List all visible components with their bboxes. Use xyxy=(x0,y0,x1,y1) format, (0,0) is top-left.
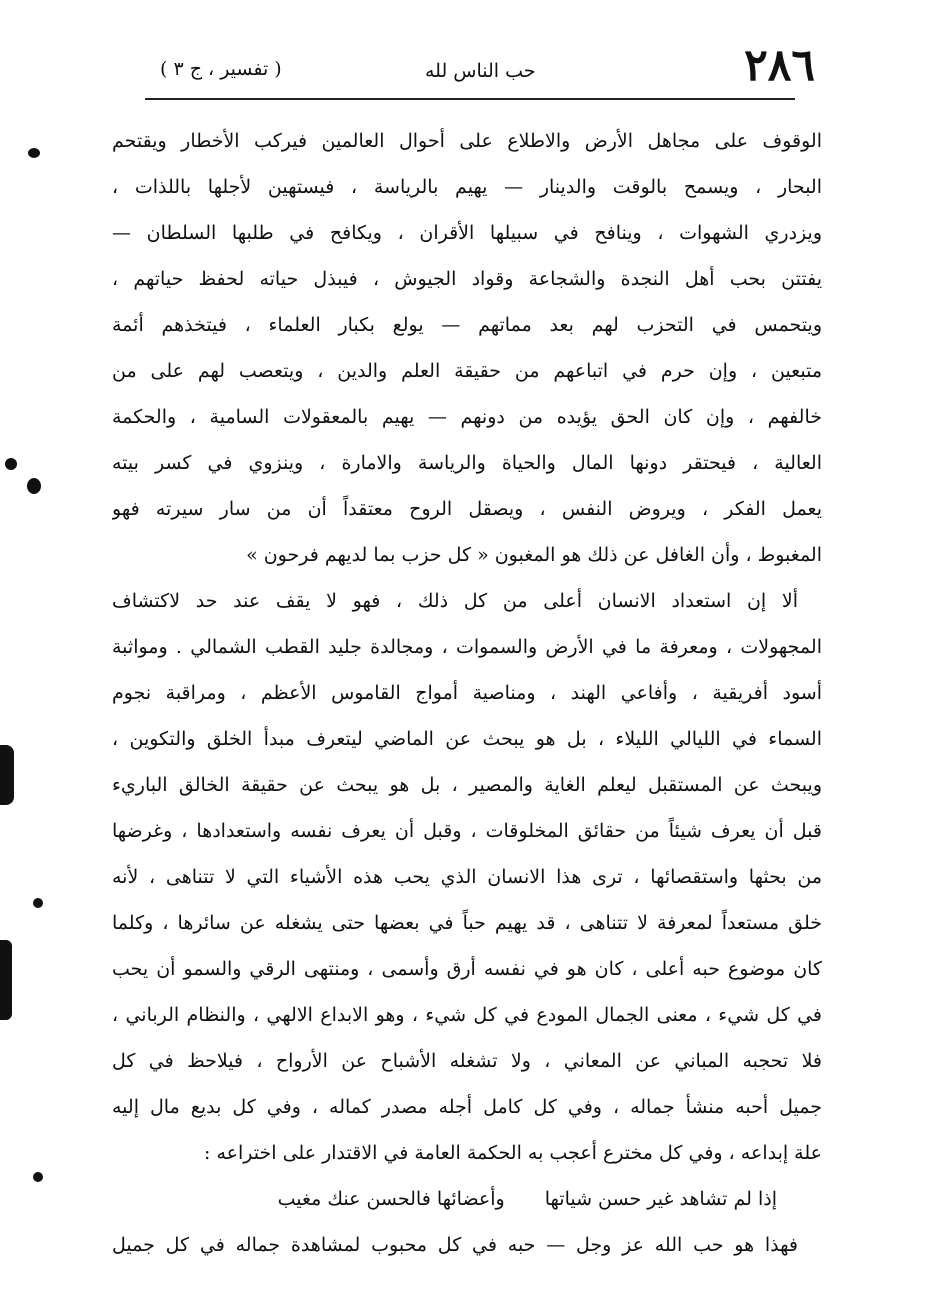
text-line: ويزدري الشهوات ، وينافح في سبيلها الأقران ، ويكافح في طلبها السلطان — xyxy=(112,222,822,244)
header-divider xyxy=(145,98,795,100)
text-line: العالية ، فيحتقر دونها المال والحياة والرياسة والامارة ، وينزوي في كسر بيته xyxy=(112,452,822,474)
text-line: يعمل الفكر ، ويروض النفس ، ويصقل الروح معتقداً أن من سار سيرته فهو xyxy=(112,498,822,520)
text-line: جميل أحبه منشأ جماله ، وفي كل كامل أجله مصدر كماله ، وفي كل بديع مال إليه xyxy=(112,1096,822,1118)
text-line: المغبوط ، وأن الغافل عن ذلك هو المغبون « كل حزب بما لديهم فرحون » xyxy=(246,544,822,566)
text-line: يفتتن بحب أهل النجدة والشجاعة وقواد الجيوش ، فيبذل حياته لحفظ حياتهم ، xyxy=(112,268,822,290)
poetry-verse xyxy=(112,1176,822,1222)
text-line: كان موضوع حبه أعلى ، كان هو في نفسه أرق وأسمى ، ومنتهى الرقي والسمو أن يحب xyxy=(112,958,822,980)
page-number: ٢٨٦ xyxy=(744,40,815,91)
text-line: ويتحمس في التحزب لهم بعد مماتهم — يولع بكبار العلماء ، فيتخذهم أئمة xyxy=(112,314,822,336)
binding-mark xyxy=(0,745,14,805)
text-line: قبل أن يعرف شيئاً من حقائق المخلوقات ، وقبل أن يعرف نفسه واستعدادها ، وغرضها xyxy=(112,820,822,842)
paragraph-start-line: ألا إن استعداد الانسان أعلى من كل ذلك ، فهو لا يقف عند حد لاكتشاف xyxy=(112,590,798,612)
text-line: ويبحث عن المستقبل ليعلم الغاية والمصير ، بل هو يبحث عن حقيقة الخالق الباريء xyxy=(112,774,822,796)
text-line: الوقوف على مجاهل الأرض والاطلاع على أحوال العالمين فيركب الأخطار ويقتحم xyxy=(112,130,822,152)
body-text xyxy=(112,118,822,1268)
text-line: السماء في الليالي الليلاء ، بل هو يبحث عن الماضي ليتعرف مبدأ الخلق والتكوين ، xyxy=(112,728,822,750)
binding-mark xyxy=(0,940,12,1020)
text-line: أسود أفريقية ، وأفاعي الهند ، ومناصية أمواج القاموس الأعظم ، ومراقبة نجوم xyxy=(112,682,822,704)
scan-speck xyxy=(28,148,40,158)
text-line: فلا تحجبه المباني عن المعاني ، ولا تشغله الأشباح عن الأرواح ، فيلاحظ في كل xyxy=(112,1050,822,1072)
text-line: متبعين ، وإن حرم في اتباعهم من حقيقة العلم والدين ، ويتعصب لهم على من xyxy=(112,360,822,382)
scan-speck xyxy=(27,478,41,494)
running-title: حب الناس لله xyxy=(425,60,536,82)
text-line: خلق مستعداً لمعرفة لا تتناهى ، قد يهيم حباً في بعضها حتى يشغله عن سائرها ، وكلما xyxy=(112,912,822,934)
verse-first-hemistich: إذا لم تشاهد غير حسن شياتها xyxy=(544,1188,777,1210)
scan-speck xyxy=(5,458,17,470)
scan-speck xyxy=(33,898,43,908)
text-line: علة إبداعه ، وفي كل مخترع أعجب به الحكمة العامة في الاقتدار على اختراعه : xyxy=(204,1142,822,1164)
section-label: ( تفسير ، ج ٣ ) xyxy=(160,58,282,80)
scan-speck xyxy=(33,1172,43,1182)
page-header xyxy=(150,40,815,98)
text-line: المجهولات ، ومعرفة ما في الأرض والسموات ، ومجالدة جليد القطب الشمالي . ومواثبة xyxy=(112,636,822,658)
text-line: من بحثها واستقصائها ، ترى هذا الانسان الذي يحب هذه الأشياء التي لا تتناهى ، لأنه xyxy=(112,866,822,888)
text-line: البحار ، ويسمح بالوقت والدينار — يهيم بالرياسة ، فيستهين لأجلها باللذات ، xyxy=(112,176,822,198)
verse-second-hemistich: وأعضائها فالحسن عنك مغيب xyxy=(277,1188,505,1210)
text-line: خالفهم ، وإن كان الحق يؤيده من دونهم — يهيم بالمعقولات السامية ، والحكمة xyxy=(112,406,822,428)
text-line: في كل شيء ، معنى الجمال المودع في كل شيء ، وهو الابداع الالهي ، والنظام الرباني ، xyxy=(112,1004,822,1026)
closing-line: فهذا هو حب الله عز وجل — حبه في كل محبوب لمشاهدة جماله في كل جميل xyxy=(112,1234,798,1256)
